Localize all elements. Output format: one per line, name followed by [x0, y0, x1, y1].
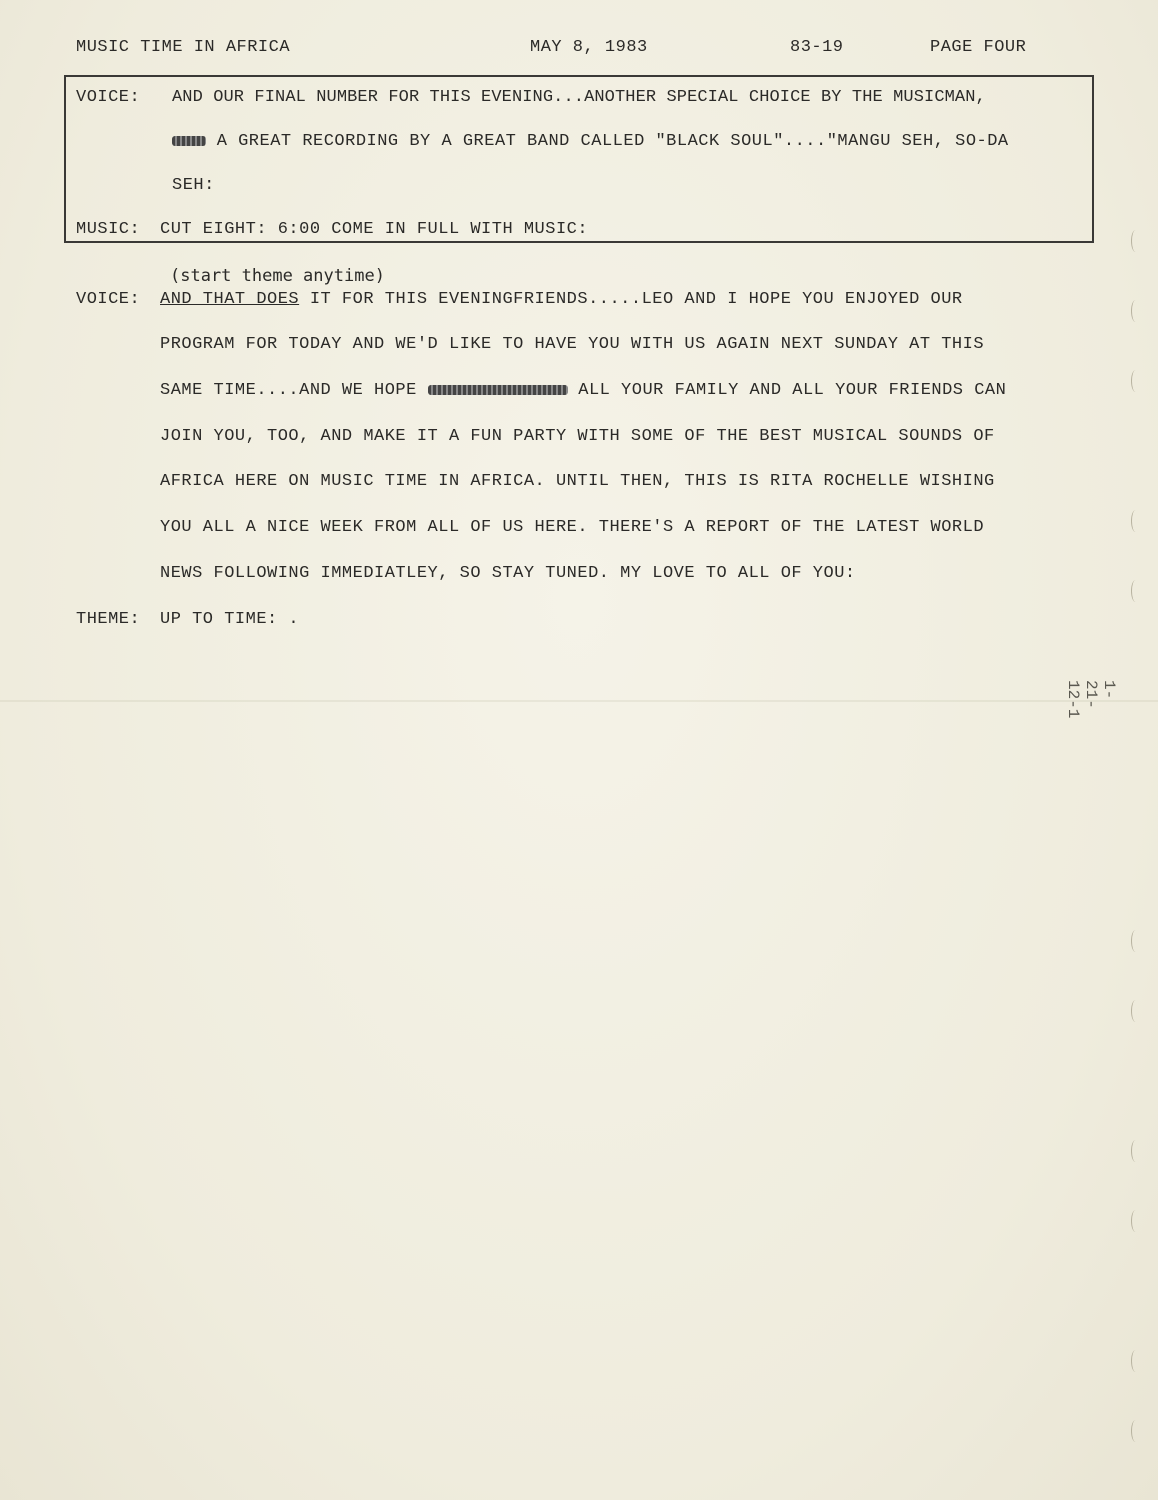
voice2-line-3b: ALL YOUR FAMILY AND ALL YOUR FRIENDS CAN — [578, 381, 1007, 400]
margin-note: 1-21-12-1 — [1064, 680, 1118, 719]
voice2-line-1-underlined: AND THAT DOES — [160, 290, 300, 309]
theme-label: THEME: — [76, 610, 141, 629]
header-date: MAY 8, 1983 — [530, 38, 648, 57]
voice-line-2-row — [172, 132, 1009, 151]
voice2-line-1 — [160, 290, 963, 309]
music-line: CUT EIGHT: 6:00 COME IN FULL WITH MUSIC: — [160, 220, 589, 239]
voice2-line-3 — [160, 381, 1006, 400]
voice2-line-5: AFRICA HERE ON MUSIC TIME IN AFRICA. UNTIL THEN, THIS IS RITA ROCHELLE WISHING — [160, 472, 995, 491]
music-label: MUSIC: — [76, 220, 141, 239]
voice-label-2: VOICE: — [76, 290, 141, 309]
edge-mark — [1131, 1000, 1140, 1022]
edge-mark — [1131, 230, 1140, 252]
voice-label-1: VOICE: — [76, 88, 141, 107]
edge-mark — [1131, 1210, 1140, 1232]
voice-line-1: AND OUR FINAL NUMBER FOR THIS EVENING...ANOTHER SPECIAL CHOICE BY THE MUSICMAN, — [172, 88, 986, 107]
voice2-line-7: NEWS FOLLOWING IMMEDIATLEY, SO STAY TUNED. MY LOVE TO ALL OF YOU: — [160, 564, 856, 583]
voice-line-3: SEH: — [172, 176, 215, 195]
header-program: MUSIC TIME IN AFRICA — [76, 38, 291, 57]
voice2-line-4: JOIN YOU, TOO, AND MAKE IT A FUN PARTY WITH SOME OF THE BEST MUSICAL SOUNDS OF — [160, 427, 995, 446]
edge-mark — [1131, 370, 1140, 392]
strikeout-mark — [172, 136, 206, 146]
edge-mark — [1131, 1140, 1140, 1162]
edge-mark — [1131, 300, 1140, 322]
strikeout-mark — [428, 385, 568, 395]
edge-mark — [1131, 1350, 1140, 1372]
voice2-line-2: PROGRAM FOR TODAY AND WE'D LIKE TO HAVE YOU WITH US AGAIN NEXT SUNDAY AT THIS — [160, 335, 985, 354]
header-number: 83-19 — [790, 38, 844, 57]
voice2-line-3a: SAME TIME....AND WE HOPE — [160, 381, 417, 400]
start-theme-note: (start theme anytime) — [170, 266, 385, 286]
voice2-line-6: YOU ALL A NICE WEEK FROM ALL OF US HERE. THERE'S A REPORT OF THE LATEST WORLD — [160, 518, 985, 537]
fold-line — [0, 700, 1158, 702]
header-page: PAGE FOUR — [930, 38, 1027, 57]
edge-mark — [1131, 1420, 1140, 1442]
edge-mark — [1131, 930, 1140, 952]
voice2-line-1-rest: IT FOR THIS EVENINGFRIENDS.....LEO AND I HOPE YOU ENJOYED OUR — [299, 290, 963, 309]
edge-mark — [1131, 510, 1140, 532]
voice-line-2: A GREAT RECORDING BY A GREAT BAND CALLED "BLACK SOUL"...."MANGU SEH, SO-DA — [216, 132, 1009, 151]
theme-line: UP TO TIME: . — [160, 610, 300, 629]
edge-mark — [1131, 580, 1140, 602]
